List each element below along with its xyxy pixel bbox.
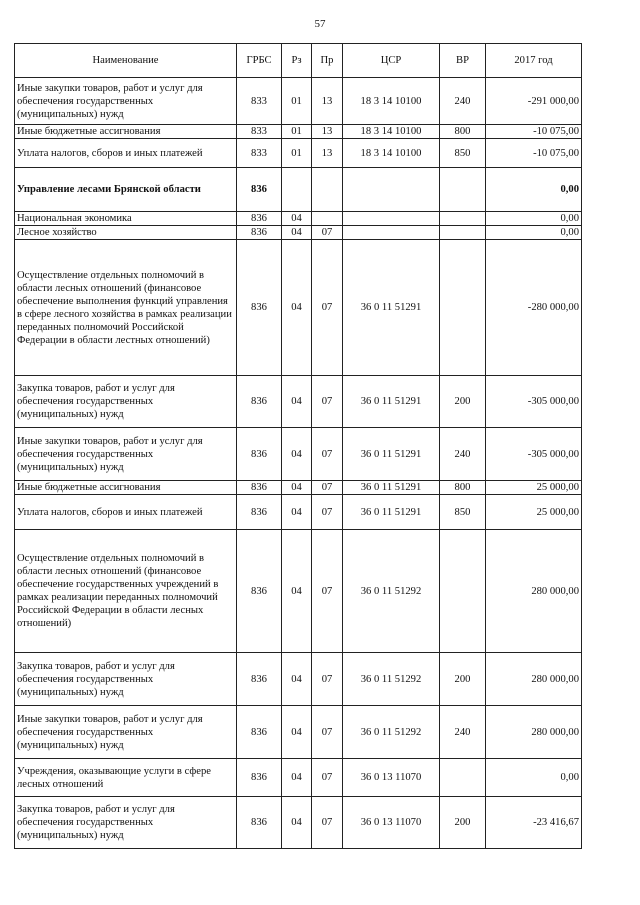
- row-grbs: 836: [237, 428, 282, 481]
- row-grbs: 836: [237, 706, 282, 759]
- row-amount: 0,00: [486, 226, 582, 240]
- row-amount: 280 000,00: [486, 706, 582, 759]
- row-name: Иные закупки товаров, работ и услуг для обеспечения государственных (муниципальных) нужд: [15, 706, 237, 759]
- table-row: [15, 168, 582, 212]
- row-name: Иные бюджетные ассигнования: [15, 481, 237, 495]
- row-grbs: 836: [237, 653, 282, 706]
- table-row: [15, 212, 582, 226]
- header-row: [15, 44, 582, 78]
- row-pr: [312, 168, 343, 212]
- row-amount: 0,00: [486, 759, 582, 797]
- row-vr: [440, 226, 486, 240]
- row-grbs: 836: [237, 240, 282, 376]
- table-row: [15, 759, 582, 797]
- table-row: [15, 125, 582, 139]
- row-csr: 36 0 11 51292: [343, 706, 440, 759]
- row-pr: 07: [312, 530, 343, 653]
- row-grbs: 836: [237, 495, 282, 530]
- row-amount: -305 000,00: [486, 428, 582, 481]
- row-name: Закупка товаров, работ и услуг для обеспечения государственных (муниципальных) нужд: [15, 797, 237, 849]
- row-amount: 280 000,00: [486, 653, 582, 706]
- row-csr: 36 0 11 51292: [343, 530, 440, 653]
- row-vr: [440, 168, 486, 212]
- row-grbs: 836: [237, 168, 282, 212]
- table-row: [15, 428, 582, 481]
- row-vr: 800: [440, 481, 486, 495]
- row-name: Учреждения, оказывающие услуги в сфере лесных отношений: [15, 759, 237, 797]
- row-rz: 04: [282, 653, 312, 706]
- table-row: [15, 226, 582, 240]
- row-name: Закупка товаров, работ и услуг для обеспечения государственных (муниципальных) нужд: [15, 376, 237, 428]
- row-vr: 800: [440, 125, 486, 139]
- row-amount: -280 000,00: [486, 240, 582, 376]
- column-header-amount: 2017 год: [486, 44, 582, 78]
- row-csr: 36 0 11 51291: [343, 495, 440, 530]
- row-name: Иные бюджетные ассигнования: [15, 125, 237, 139]
- row-csr: 18 3 14 10100: [343, 78, 440, 125]
- row-grbs: 836: [237, 797, 282, 849]
- row-amount: 0,00: [486, 212, 582, 226]
- row-vr: 200: [440, 797, 486, 849]
- row-vr: [440, 240, 486, 376]
- row-rz: 04: [282, 530, 312, 653]
- row-name: Уплата налогов, сборов и иных платежей: [15, 139, 237, 168]
- table-row: [15, 653, 582, 706]
- row-pr: 07: [312, 428, 343, 481]
- row-grbs: 833: [237, 125, 282, 139]
- row-csr: 18 3 14 10100: [343, 139, 440, 168]
- row-rz: 04: [282, 481, 312, 495]
- row-csr: 36 0 11 51291: [343, 376, 440, 428]
- row-pr: [312, 212, 343, 226]
- column-header-pr: Пр: [312, 44, 343, 78]
- table-row: [15, 376, 582, 428]
- row-pr: 07: [312, 653, 343, 706]
- row-vr: 240: [440, 78, 486, 125]
- row-pr: 07: [312, 706, 343, 759]
- row-vr: 850: [440, 139, 486, 168]
- row-amount: 0,00: [486, 168, 582, 212]
- row-grbs: 836: [237, 376, 282, 428]
- row-name: Закупка товаров, работ и услуг для обеспечения государственных (муниципальных) нужд: [15, 653, 237, 706]
- row-csr: 36 0 11 51291: [343, 481, 440, 495]
- row-name: Уплата налогов, сборов и иных платежей: [15, 495, 237, 530]
- row-vr: 850: [440, 495, 486, 530]
- row-amount: 280 000,00: [486, 530, 582, 653]
- row-grbs: 833: [237, 139, 282, 168]
- row-vr: 240: [440, 428, 486, 481]
- table-row: [15, 706, 582, 759]
- row-name: Иные закупки товаров, работ и услуг для обеспечения государственных (муниципальных) нужд: [15, 78, 237, 125]
- row-vr: 200: [440, 653, 486, 706]
- page-number: 57: [314, 18, 326, 30]
- row-grbs: 836: [237, 481, 282, 495]
- row-grbs: 836: [237, 226, 282, 240]
- table-row: [15, 481, 582, 495]
- row-grbs: 833: [237, 78, 282, 125]
- row-name: Иные закупки товаров, работ и услуг для обеспечения государственных (муниципальных) нужд: [15, 428, 237, 481]
- row-pr: 07: [312, 495, 343, 530]
- row-rz: 01: [282, 125, 312, 139]
- row-pr: 07: [312, 481, 343, 495]
- row-csr: 18 3 14 10100: [343, 125, 440, 139]
- row-rz: 04: [282, 797, 312, 849]
- row-rz: [282, 168, 312, 212]
- table-row: [15, 139, 582, 168]
- row-pr: 07: [312, 759, 343, 797]
- row-pr: 13: [312, 125, 343, 139]
- column-header-rz: Рз: [282, 44, 312, 78]
- column-header-csr: ЦСР: [343, 44, 440, 78]
- row-pr: 07: [312, 226, 343, 240]
- budget-table: [14, 43, 582, 849]
- table-row: [15, 530, 582, 653]
- row-name: Национальная экономика: [15, 212, 237, 226]
- row-rz: 04: [282, 376, 312, 428]
- row-vr: [440, 759, 486, 797]
- row-name: Осуществление отдельных полномочий в области лесных отношений (финансовое обеспечение выполнения функций управления в сфере лесного хозяйства в рамках реализации переданных полномочий Российской Федерации в области лестных отношений): [15, 240, 237, 376]
- row-name: Осуществление отдельных полномочий в области лесных отношений (финансовое обеспечение государственных учреждений в рамках реализации переданных полномочий Российской Федерации в области лесных отношений): [15, 530, 237, 653]
- column-header-grbs: ГРБС: [237, 44, 282, 78]
- row-vr: 240: [440, 706, 486, 759]
- table-row: [15, 78, 582, 125]
- row-amount: -23 416,67: [486, 797, 582, 849]
- row-csr: [343, 226, 440, 240]
- column-header-vr: ВР: [440, 44, 486, 78]
- row-rz: 01: [282, 78, 312, 125]
- row-pr: 07: [312, 376, 343, 428]
- row-csr: 36 0 11 51291: [343, 428, 440, 481]
- row-amount: 25 000,00: [486, 495, 582, 530]
- row-name: Лесное хозяйство: [15, 226, 237, 240]
- row-amount: -305 000,00: [486, 376, 582, 428]
- row-grbs: 836: [237, 759, 282, 797]
- row-pr: 07: [312, 797, 343, 849]
- row-csr: [343, 168, 440, 212]
- table-row: [15, 495, 582, 530]
- row-pr: 07: [312, 240, 343, 376]
- row-csr: 36 0 13 11070: [343, 797, 440, 849]
- table-row: [15, 240, 582, 376]
- row-amount: 25 000,00: [486, 481, 582, 495]
- row-rz: 04: [282, 495, 312, 530]
- row-pr: 13: [312, 78, 343, 125]
- row-rz: 04: [282, 212, 312, 226]
- row-amount: -10 075,00: [486, 125, 582, 139]
- row-name: Управление лесами Брянской области: [15, 168, 237, 212]
- row-rz: 04: [282, 226, 312, 240]
- row-grbs: 836: [237, 212, 282, 226]
- row-csr: [343, 212, 440, 226]
- row-rz: 04: [282, 428, 312, 481]
- row-csr: 36 0 13 11070: [343, 759, 440, 797]
- column-header-name: Наименование: [15, 44, 237, 78]
- row-amount: -291 000,00: [486, 78, 582, 125]
- row-grbs: 836: [237, 530, 282, 653]
- row-vr: 200: [440, 376, 486, 428]
- row-amount: -10 075,00: [486, 139, 582, 168]
- row-csr: 36 0 11 51292: [343, 653, 440, 706]
- table-row: [15, 797, 582, 849]
- row-rz: 04: [282, 706, 312, 759]
- row-pr: 13: [312, 139, 343, 168]
- row-rz: 01: [282, 139, 312, 168]
- row-vr: [440, 212, 486, 226]
- row-vr: [440, 530, 486, 653]
- row-csr: 36 0 11 51291: [343, 240, 440, 376]
- row-rz: 04: [282, 240, 312, 376]
- row-rz: 04: [282, 759, 312, 797]
